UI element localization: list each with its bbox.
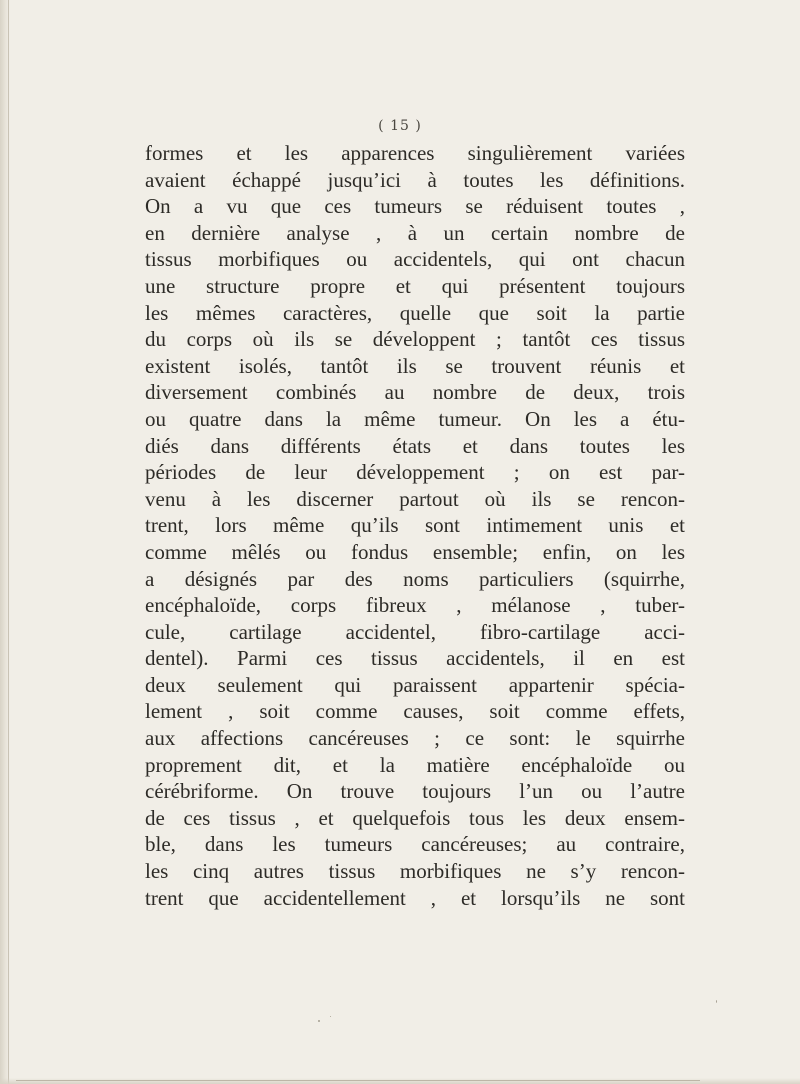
paper-speck <box>330 1016 331 1017</box>
text-line: ble, dans les tumeurs cancéreuses; au contraire, <box>145 832 685 857</box>
text-line: aux affections cancéreuses ; ce sont: le squirrhe <box>145 726 685 751</box>
paper-speck <box>318 1020 320 1022</box>
text-line: de ces tissus , et quelquefois tous les deux ensem- <box>145 805 685 830</box>
text-line: encéphaloïde, corps fibreux , mélanose , tuber- <box>145 593 685 618</box>
paper-speck <box>716 1000 717 1003</box>
text-line: cérébriforme. On trouve toujours l’un ou l’autre <box>145 779 685 804</box>
text-line: comme mêlés ou fondus ensemble; enfin, on les <box>145 539 685 564</box>
text-line: existent isolés, tantôt ils se trouvent réunis et <box>145 353 685 378</box>
text-line: en dernière analyse , à un certain nombre de <box>145 220 685 245</box>
text-line: diés dans différents états et dans toutes les <box>145 433 685 458</box>
text-line: dentel). Parmi ces tissus accidentels, il en est <box>145 646 685 671</box>
page-bottom-shadow <box>0 1078 800 1084</box>
text-line: cule, cartilage accidentel, fibro-cartilage acci- <box>145 619 685 644</box>
text-line: venu à les discerner partout où ils se rencon- <box>145 486 685 511</box>
text-line: périodes de leur développement ; on est par- <box>145 460 685 485</box>
text-line: proprement dit, et la matière encéphaloïde ou <box>145 752 685 777</box>
text-line: une structure propre et qui présentent toujours <box>145 273 685 298</box>
text-line: trent, lors même qu’ils sont intimement unis et <box>145 513 685 538</box>
text-line: deux seulement qui paraissent appartenir spécia- <box>145 672 685 697</box>
page-bottom-edge <box>16 1080 700 1081</box>
text-line: les cinq autres tissus morbifiques ne s’y rencon- <box>145 859 685 884</box>
text-line: diversement combinés au nombre de deux, trois <box>145 380 685 405</box>
text-line: trent que accidentellement , et lorsqu’ils ne sont <box>145 885 685 910</box>
body-text <box>145 140 685 911</box>
page-number: ( 15 ) <box>378 118 422 134</box>
text-line: avaient échappé jusqu’ici à toutes les définitions. <box>145 167 685 192</box>
text-line: tissus morbifiques ou accidentels, qui ont chacun <box>145 247 685 272</box>
text-line: du corps où ils se développent ; tantôt ces tissus <box>145 327 685 352</box>
text-line: a désignés par des noms particuliers (squirrhe, <box>145 566 685 591</box>
page-binding-edge <box>8 0 9 1084</box>
text-line: formes et les apparences singulièrement variées <box>145 141 685 165</box>
text-line: les mêmes caractères, quelle que soit la partie <box>145 300 685 325</box>
text-line: lement , soit comme causes, soit comme effets, <box>145 699 685 724</box>
text-line: ou quatre dans la même tumeur. On les a étu- <box>145 406 685 431</box>
text-line: On a vu que ces tumeurs se réduisent toutes , <box>145 194 685 219</box>
